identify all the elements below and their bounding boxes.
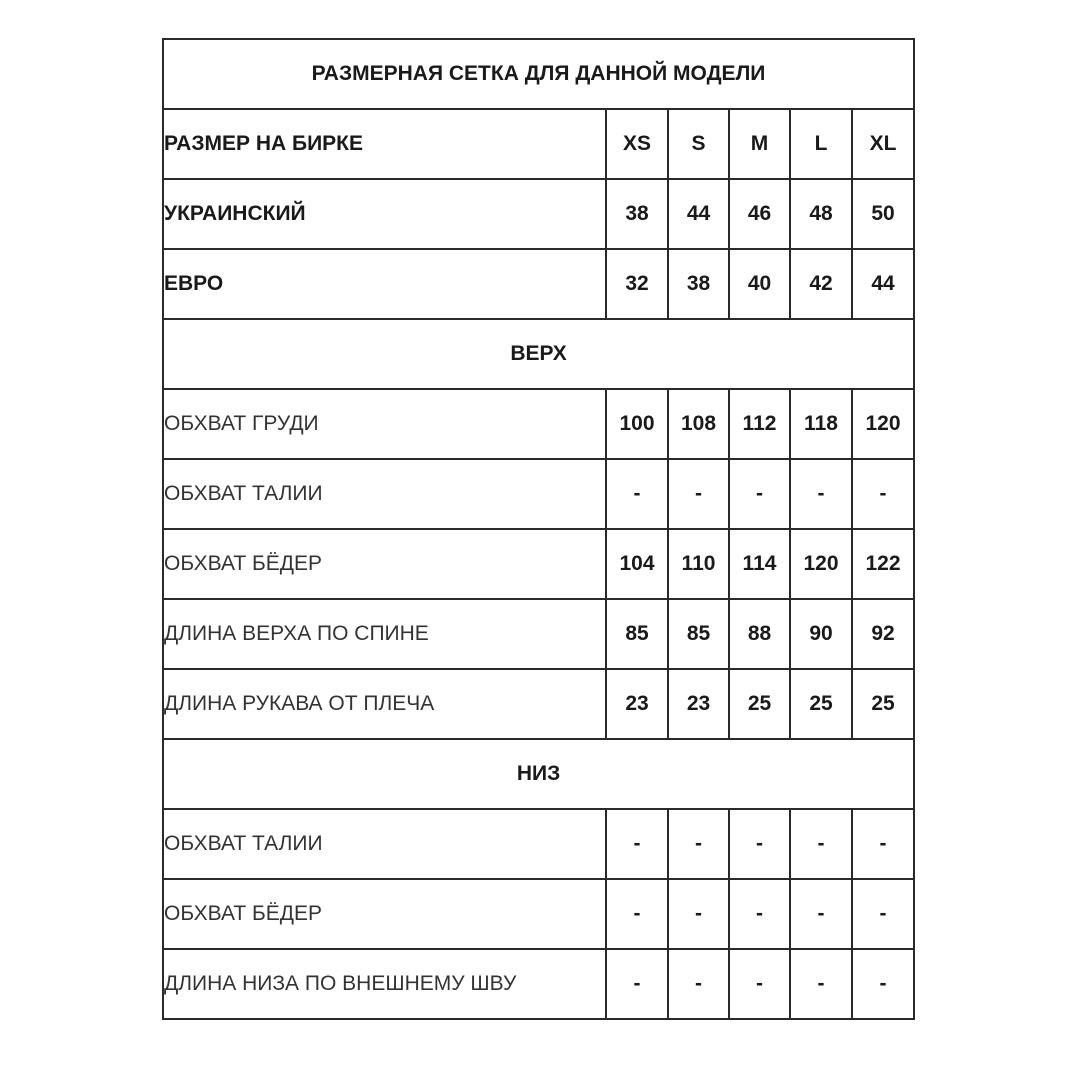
title-row <box>163 39 914 109</box>
size-header-cell: XL <box>852 109 914 179</box>
table-cell: 38 <box>606 179 668 249</box>
table-cell: - <box>606 879 668 949</box>
table-cell: 25 <box>729 669 790 739</box>
table-cell: - <box>852 809 914 879</box>
table-cell: 85 <box>668 599 729 669</box>
size-chart-table <box>162 38 915 1020</box>
table-cell: 42 <box>790 249 852 319</box>
size-header-cell: M <box>729 109 790 179</box>
row-label: УКРАИНСКИЙ <box>163 179 606 249</box>
table-row <box>163 809 914 879</box>
table-cell: 40 <box>729 249 790 319</box>
table-cell: - <box>852 879 914 949</box>
table-cell: 90 <box>790 599 852 669</box>
size-header-row <box>163 109 914 179</box>
table-cell: 118 <box>790 389 852 459</box>
table-cell: 23 <box>668 669 729 739</box>
table-cell: 85 <box>606 599 668 669</box>
table-cell: 108 <box>668 389 729 459</box>
table-cell: 100 <box>606 389 668 459</box>
row-label: ОБХВАТ БЁДЕР <box>163 529 606 599</box>
table-cell: - <box>729 459 790 529</box>
size-header-cell: XS <box>606 109 668 179</box>
table-cell: - <box>790 949 852 1019</box>
table-cell: - <box>606 809 668 879</box>
section-heading-top: ВЕРХ <box>163 319 914 389</box>
table-cell: 120 <box>852 389 914 459</box>
table-row <box>163 599 914 669</box>
table-cell: - <box>668 809 729 879</box>
table-cell: 120 <box>790 529 852 599</box>
table-cell: 25 <box>852 669 914 739</box>
table-cell: - <box>668 459 729 529</box>
table-cell: - <box>729 879 790 949</box>
row-label: ОБХВАТ ГРУДИ <box>163 389 606 459</box>
section-heading-bottom: НИЗ <box>163 739 914 809</box>
table-cell: 110 <box>668 529 729 599</box>
table-cell: 23 <box>606 669 668 739</box>
table-row <box>163 949 914 1019</box>
table-cell: 46 <box>729 179 790 249</box>
table-row <box>163 879 914 949</box>
table-row <box>163 669 914 739</box>
table-cell: 44 <box>668 179 729 249</box>
table-cell: 50 <box>852 179 914 249</box>
row-label: ЕВРО <box>163 249 606 319</box>
row-label: ОБХВАТ ТАЛИИ <box>163 459 606 529</box>
row-label: ДЛИНА НИЗА ПО ВНЕШНЕМУ ШВУ <box>163 949 606 1019</box>
table-row <box>163 459 914 529</box>
table-cell: - <box>729 809 790 879</box>
table-cell: - <box>606 949 668 1019</box>
table-cell: 88 <box>729 599 790 669</box>
table-cell: 38 <box>668 249 729 319</box>
table-cell: 114 <box>729 529 790 599</box>
table-cell: 32 <box>606 249 668 319</box>
section-row <box>163 319 914 389</box>
table-title: РАЗМЕРНАЯ СЕТКА ДЛЯ ДАННОЙ МОДЕЛИ <box>163 39 914 109</box>
table-row <box>163 389 914 459</box>
table-cell: 25 <box>790 669 852 739</box>
row-label: ДЛИНА РУКАВА ОТ ПЛЕЧА <box>163 669 606 739</box>
table-row <box>163 249 914 319</box>
table-cell: - <box>852 459 914 529</box>
table-cell: - <box>790 879 852 949</box>
section-row <box>163 739 914 809</box>
table-cell: 112 <box>729 389 790 459</box>
table-cell: - <box>790 809 852 879</box>
size-header-cell: L <box>790 109 852 179</box>
table-cell: - <box>668 949 729 1019</box>
table-row <box>163 529 914 599</box>
table-cell: 44 <box>852 249 914 319</box>
table-cell: 48 <box>790 179 852 249</box>
table-cell: 122 <box>852 529 914 599</box>
row-label: ОБХВАТ БЁДЕР <box>163 879 606 949</box>
table-cell: - <box>606 459 668 529</box>
table-cell: - <box>729 949 790 1019</box>
row-label: ОБХВАТ ТАЛИИ <box>163 809 606 879</box>
size-header-label: РАЗМЕР НА БИРКЕ <box>163 109 606 179</box>
table-cell: 104 <box>606 529 668 599</box>
table-cell: - <box>852 949 914 1019</box>
table-cell: - <box>790 459 852 529</box>
table-cell: - <box>668 879 729 949</box>
size-header-cell: S <box>668 109 729 179</box>
table-cell: 92 <box>852 599 914 669</box>
row-label: ДЛИНА ВЕРХА ПО СПИНЕ <box>163 599 606 669</box>
table-row <box>163 179 914 249</box>
